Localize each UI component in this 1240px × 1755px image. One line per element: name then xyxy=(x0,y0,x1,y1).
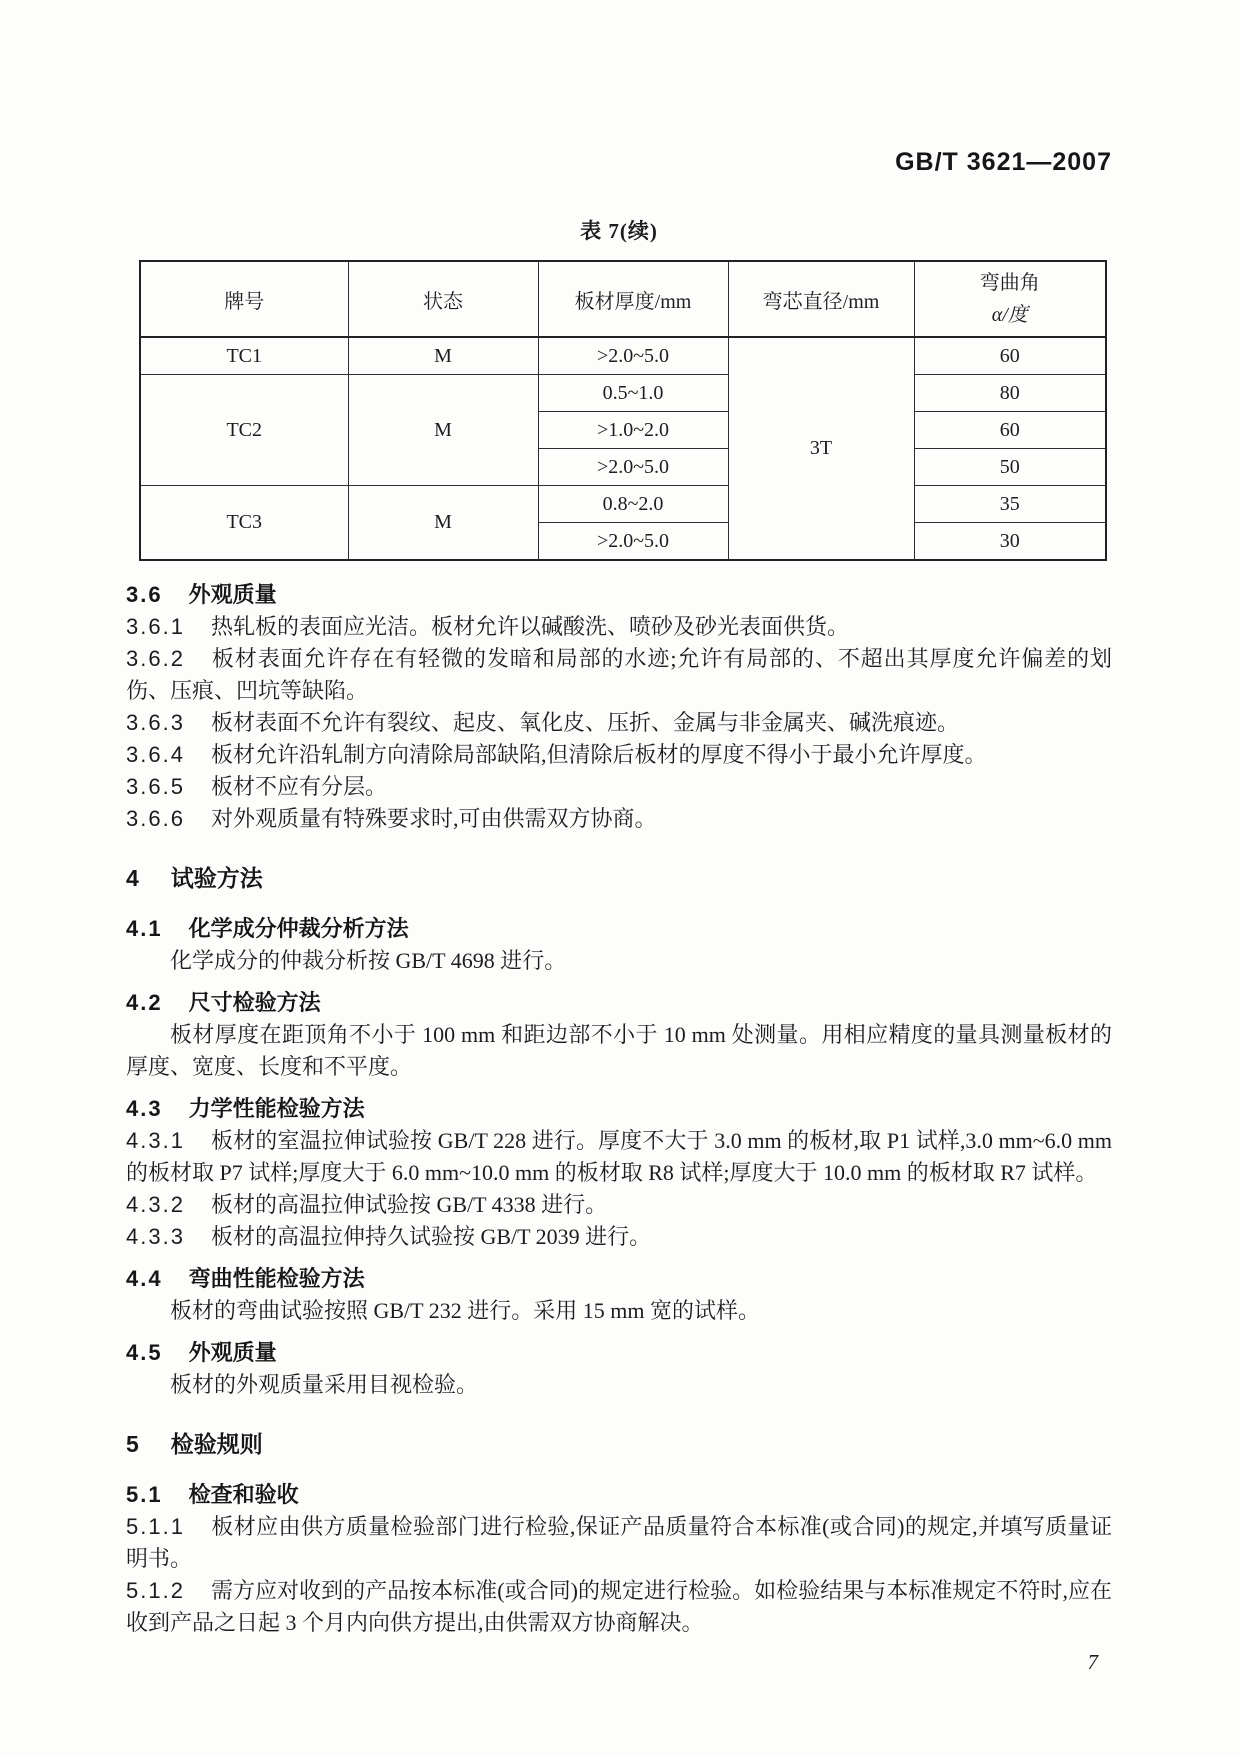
heading-4-3 xyxy=(126,1093,1112,1125)
clause-3-6-4 xyxy=(126,739,1112,771)
heading-number: 4 xyxy=(126,865,141,891)
clause-number: 5.1.2 xyxy=(126,1578,185,1603)
col-header-thickness: 板材厚度/mm xyxy=(538,261,728,337)
heading-number: 5 xyxy=(126,1431,141,1457)
clause-4-3-2 xyxy=(126,1189,1112,1221)
heading-number: 4.3 xyxy=(126,1096,163,1121)
clause-number: 4.3.1 xyxy=(126,1128,185,1153)
clause-4-3-3 xyxy=(126,1221,1112,1253)
heading-text: 外观质量 xyxy=(188,1340,277,1365)
clause-number: 3.6.6 xyxy=(126,806,185,831)
heading-text: 力学性能检验方法 xyxy=(188,1096,365,1121)
thickness-cell: >2.0~5.0 xyxy=(538,337,728,375)
clause-text: 热轧板的表面应光洁。板材允许以碱酸洗、喷砂及砂光表面供货。 xyxy=(210,614,849,639)
clause-3-6-3 xyxy=(126,707,1112,739)
standard-code: GB/T 3621—2007 xyxy=(895,148,1112,176)
clause-number: 5.1.1 xyxy=(126,1514,185,1539)
page-content xyxy=(126,0,1112,1639)
clause-text: 板材的室温拉伸试验按 GB/T 228 进行。厚度不大于 3.0 mm 的板材,取 P1 试样,3.0 mm~6.0 mm 的板材取 P7 试样;厚度大于 6.0 mm~10.0 mm 的板材取 R8 试样;厚度大于 10.0 mm 的板材取 R7 试样。 xyxy=(126,1128,1112,1185)
clause-number: 3.6.2 xyxy=(126,646,185,671)
table-header-row xyxy=(140,261,1106,337)
heading-text: 尺寸检验方法 xyxy=(188,990,321,1015)
state-cell: M xyxy=(348,486,538,561)
clause-5-1-1 xyxy=(126,1511,1112,1575)
heading-text: 检验规则 xyxy=(170,1431,263,1457)
thickness-cell: >2.0~5.0 xyxy=(538,449,728,486)
clause-text: 板材表面允许存在有轻微的发暗和局部的水迹;允许有局部的、不超出其厚度允许偏差的划伤、压痕、凹坑等缺陷。 xyxy=(126,646,1112,703)
heading-text: 检查和验收 xyxy=(188,1482,299,1507)
clause-number: 3.6.5 xyxy=(126,774,185,799)
clause-text: 需方应对收到的产品按本标准(或合同)的规定进行检验。如检验结果与本标准规定不符时,应在收到产品之日起 3 个月内向供方提出,由供需双方协商解决。 xyxy=(126,1578,1112,1635)
thickness-cell: 0.8~2.0 xyxy=(538,486,728,523)
clause-number: 3.6.4 xyxy=(126,742,185,767)
col-header-bend-core: 弯芯直径/mm xyxy=(728,261,914,337)
thickness-cell: 0.5~1.0 xyxy=(538,375,728,412)
clause-text: 板材允许沿轧制方向清除局部缺陷,但清除后板材的厚度不得小于最小允许厚度。 xyxy=(210,742,987,767)
heading-4-4 xyxy=(126,1263,1112,1295)
clause-5-1-2 xyxy=(126,1575,1112,1639)
bend-angle-header-line2: α/度 xyxy=(991,304,1028,326)
heading-4-5 xyxy=(126,1337,1112,1369)
clause-3-6-2 xyxy=(126,643,1112,707)
standard-code-header xyxy=(126,148,1112,177)
clause-number: 3.6.3 xyxy=(126,710,185,735)
table-title: 表 7(续) xyxy=(580,219,658,243)
clause-3-6-6 xyxy=(126,803,1112,835)
section-heading-5 xyxy=(126,1427,1112,1461)
heading-4-2 xyxy=(126,987,1112,1019)
clause-text: 板材不应有分层。 xyxy=(210,774,387,799)
heading-text: 化学成分仲裁分析方法 xyxy=(188,916,409,941)
bend-core-cell: 3T xyxy=(728,337,914,560)
table-row xyxy=(140,486,1106,523)
heading-5-1 xyxy=(126,1479,1112,1511)
angle-cell: 35 xyxy=(914,486,1106,523)
clause-3-6-5 xyxy=(126,771,1112,803)
brand-cell: TC2 xyxy=(140,375,348,486)
clause-4-3-1 xyxy=(126,1125,1112,1189)
angle-cell: 30 xyxy=(914,523,1106,561)
table-row xyxy=(140,337,1106,375)
col-header-state: 状态 xyxy=(348,261,538,337)
clause-text: 板材应由供方质量检验部门进行检验,保证产品质量符合本标准(或合同)的规定,并填写质量证明书。 xyxy=(126,1514,1112,1571)
clause-number: 4.3.2 xyxy=(126,1192,185,1217)
clause-number: 3.6.1 xyxy=(126,614,185,639)
clause-text: 对外观质量有特殊要求时,可由供需双方协商。 xyxy=(210,806,657,831)
heading-number: 3.6 xyxy=(126,582,163,607)
clause-text: 板材的高温拉伸持久试验按 GB/T 2039 进行。 xyxy=(210,1224,652,1249)
heading-number: 4.5 xyxy=(126,1340,163,1365)
page-number: 7 xyxy=(1087,1650,1098,1674)
heading-number: 4.4 xyxy=(126,1266,163,1291)
heading-3-6 xyxy=(126,579,1112,611)
heading-number: 4.2 xyxy=(126,990,163,1015)
angle-cell: 60 xyxy=(914,412,1106,449)
heading-number: 4.1 xyxy=(126,916,163,941)
paragraph-4-2: 板材厚度在距顶角不小于 100 mm 和距边部不小于 10 mm 处测量。用相应精度的量具测量板材的厚度、宽度、长度和不平度。 xyxy=(126,1022,1112,1079)
angle-cell: 80 xyxy=(914,375,1106,412)
paragraph-4-4: 板材的弯曲试验按照 GB/T 232 进行。采用 15 mm 宽的试样。 xyxy=(170,1298,760,1323)
heading-number: 5.1 xyxy=(126,1482,163,1507)
clause-text: 板材表面不允许有裂纹、起皮、氧化皮、压折、金属与非金属夹、碱洗痕迹。 xyxy=(210,710,959,735)
heading-text: 试验方法 xyxy=(170,865,263,891)
brand-cell: TC3 xyxy=(140,486,348,561)
state-cell: M xyxy=(348,375,538,486)
brand-cell: TC1 xyxy=(140,337,348,375)
state-cell: M xyxy=(348,337,538,375)
thickness-cell: >1.0~2.0 xyxy=(538,412,728,449)
bend-angle-header-line1: 弯曲角 xyxy=(979,272,1040,294)
paragraph-4-5: 板材的外观质量采用目视检验。 xyxy=(170,1372,479,1397)
angle-cell: 50 xyxy=(914,449,1106,486)
clause-text: 板材的高温拉伸试验按 GB/T 4338 进行。 xyxy=(210,1192,608,1217)
col-header-bend-angle xyxy=(914,261,1106,337)
bend-test-table xyxy=(139,260,1107,561)
heading-text: 外观质量 xyxy=(188,582,277,607)
angle-cell: 60 xyxy=(914,337,1106,375)
paragraph-4-1: 化学成分的仲裁分析按 GB/T 4698 进行。 xyxy=(170,948,567,973)
heading-4-1 xyxy=(126,913,1112,945)
heading-text: 弯曲性能检验方法 xyxy=(188,1266,365,1291)
thickness-cell: >2.0~5.0 xyxy=(538,523,728,561)
clause-3-6-1 xyxy=(126,611,1112,643)
table-row xyxy=(140,375,1106,412)
section-heading-4 xyxy=(126,861,1112,895)
col-header-brand: 牌号 xyxy=(140,261,348,337)
clause-number: 4.3.3 xyxy=(126,1224,185,1249)
